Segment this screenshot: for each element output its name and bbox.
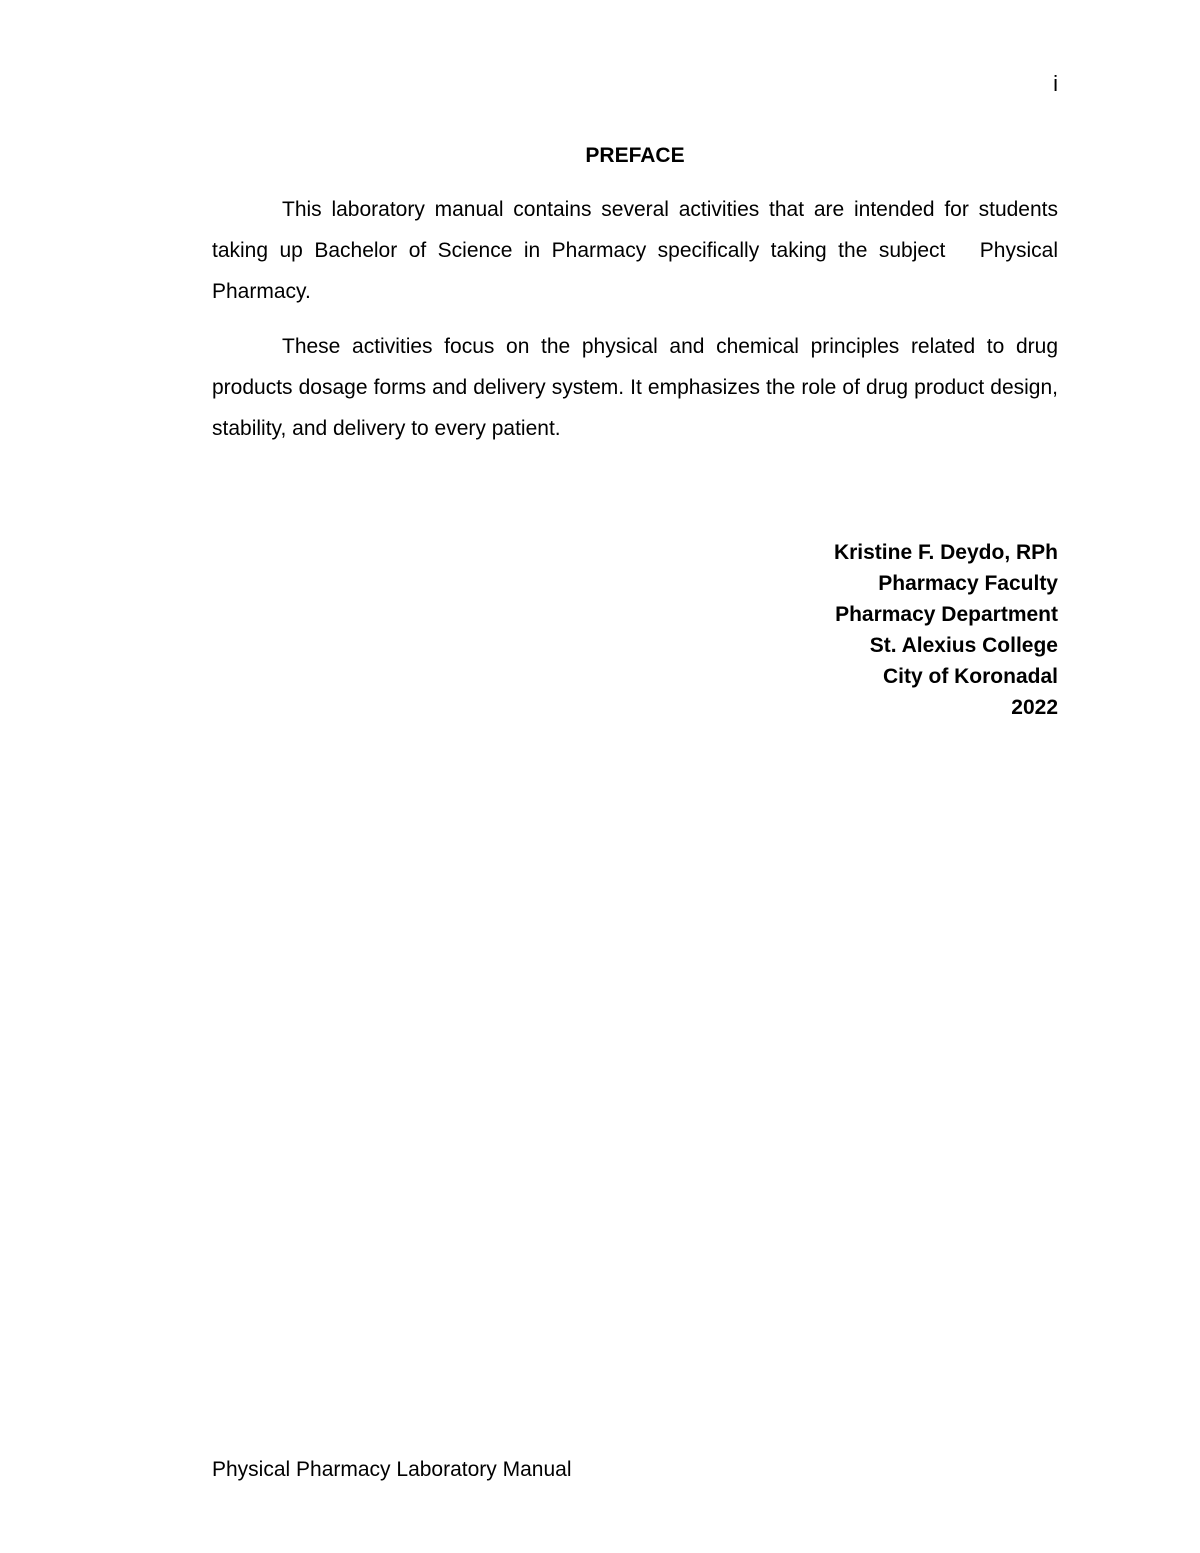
signature-block (834, 537, 1058, 723)
preface-paragraph: This laboratory manual contains several activities that are intended for students taking up Bachelor of Science in Pharmacy specifically taking the subject Physical Pharmacy. (212, 198, 1058, 303)
author-department: Pharmacy Department (835, 603, 1058, 626)
author-institution: St. Alexius College (869, 634, 1058, 657)
author-position: Pharmacy Faculty (878, 572, 1058, 595)
signature-year: 2022 (1011, 696, 1058, 719)
preface-paragraph: These activities focus on the physical and chemical principles related to drug products dosage forms and delivery system. It emphasizes the role of drug product design, stability, and delivery to every patient. (212, 335, 1058, 440)
page-title: PREFACE (585, 144, 685, 167)
page-number: i (1053, 71, 1058, 96)
preface-body (212, 189, 1058, 463)
page-footer: Physical Pharmacy Laboratory Manual (212, 1458, 572, 1481)
author-city: City of Koronadal (882, 665, 1058, 688)
author-name: Kristine F. Deydo, RPh (833, 541, 1058, 564)
